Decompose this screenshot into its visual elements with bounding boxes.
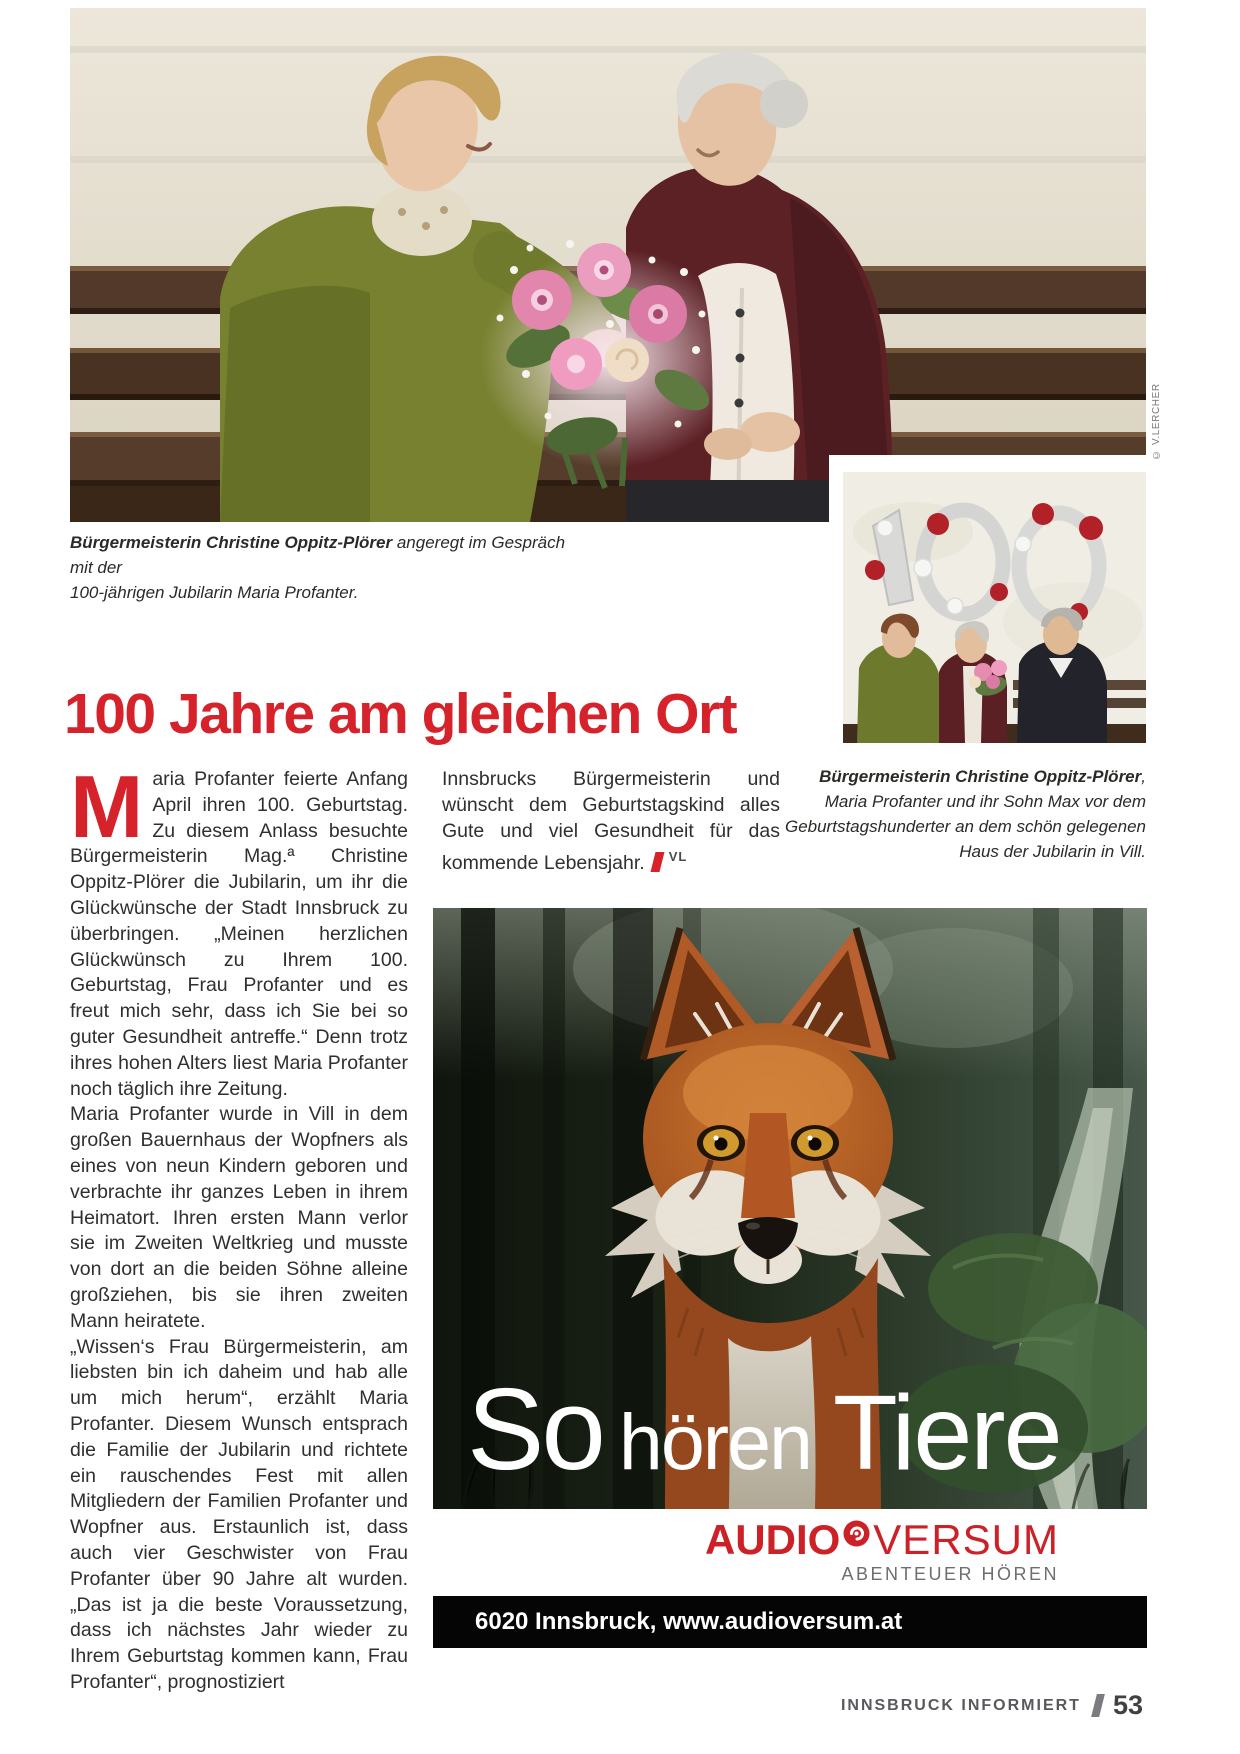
slogan-hoeren: hören — [618, 1397, 811, 1486]
paragraph-3: „Wissen‘s Frau Bürgermeisterin, am liebsten bin ich daheim und hab alle um mich herum“, erzählt Maria Profanter. Diesem Wunsch entsprach die Familie der Jubilarin und richtete ein rauschendes Fest mit allen Mitgliedern der Familien Profanter und Wopfner aus. Erstaunlich ist, dass auch vier Geschwister von Frau Profanter über 90 Jahre alt wurden. „Das ist ja die beste Voraussetzung, dass ich nächstes Jahr wieder zu Ihrem Geburtstag kommen kann, Frau Profanter“, prognostiziert — [70, 1335, 408, 1693]
magazine-name: INNSBRUCK INFORMIERT — [840, 1696, 1081, 1714]
page-footer — [841, 1690, 1143, 1721]
ad-photo — [433, 908, 1147, 1509]
article-headline: 100 Jahre am gleichen Ort — [64, 682, 737, 747]
slogan-tiere: Tiere — [832, 1374, 1061, 1492]
footer-slash-mark — [1091, 1694, 1105, 1717]
caption-bold-name: Bürgermeisterin Christine Oppitz-Plörer — [70, 533, 393, 552]
paragraph-1: Maria Profanter feierte Anfang April ihren 100. Geburtstag. Zu diesem Anlass besuchte Bürgermeisterin Mag.ª Christine Oppitz-Plörer die Jubilarin, um ihr die Glückwünsche der Stadt Innsbruck zu überbringen. „Meinen herzlichen Glückwünsch zu Ihrem 100. Geburtstag, Frau Profanter und es freut mich sehr, dass ich Sie bei so guter Gesundheit antreffe.“ Denn trotz ihres hohen Alters liest Maria Profanter noch täglich ihre Zeitung. — [70, 757, 408, 1100]
main-photo — [70, 8, 1146, 522]
slogan-so: So — [467, 1364, 603, 1494]
fox-eye-right — [791, 1125, 839, 1161]
audioversum-logo — [705, 1516, 1059, 1585]
secondary-photo-caption: Bürgermeisterin Christine Oppitz-Plörer, Maria Profanter und ihr Sohn Max vor dem Geburtstagshunderter an dem schön gelegenen Haus der Jubilarin in Vill. — [784, 767, 1146, 861]
secondary-photo — [843, 472, 1146, 743]
brand-audio: AUDIO — [704, 1516, 841, 1563]
body-column-2 — [442, 767, 780, 877]
caption-bold-name: Bürgermeisterin Christine Oppitz-Plörer — [819, 767, 1142, 786]
main-photo-caption: Bürgermeisterin Christine Oppitz-Plörer angeregt im Gespräch mit der 100-jährigen Jubilarin Maria Profanter. — [70, 533, 566, 602]
paragraph-4: Innsbrucks Bürgermeisterin und wünscht dem Geburtstagskind alles Gute und viel Gesundheit für das kommende Lebensjahr. $^{VL}$ — [442, 768, 780, 875]
paragraph-end-mark — [650, 852, 664, 872]
ad-address: 6020 Innsbruck, www.audioversum.at — [475, 1608, 903, 1635]
photo-credit: © V.LERCHER — [1151, 383, 1162, 460]
page-number: 53 — [1112, 1690, 1143, 1720]
brand-versum: VERSUM — [873, 1516, 1059, 1563]
audioversum-ad — [433, 908, 1147, 1648]
body-column-1 — [70, 757, 408, 1696]
ad-address-bar — [433, 1596, 1147, 1648]
cochlea-icon — [843, 1520, 870, 1547]
brand-tagline: ABENTEUER HÖREN — [841, 1564, 1059, 1584]
dropcap: M — [70, 757, 144, 856]
fox-eye-left — [697, 1125, 745, 1161]
author-initials: VL — [668, 849, 688, 865]
ad-brand-strip — [433, 1509, 1147, 1596]
ad-slogan — [467, 1364, 1061, 1494]
paragraph-2: Maria Profanter wurde in Vill in dem großen Bauernhaus der Wopfners als eines von neun Kindern geboren und verbrachte ihr ganzes Leben in ihrem Heimatort. Ihren ersten Mann verlor sie im Zweiten Weltkrieg und musste von dort an die beiden Söhne alleine großziehen, bis sie ihren zweiten Mann heiratete. — [70, 1103, 408, 1332]
